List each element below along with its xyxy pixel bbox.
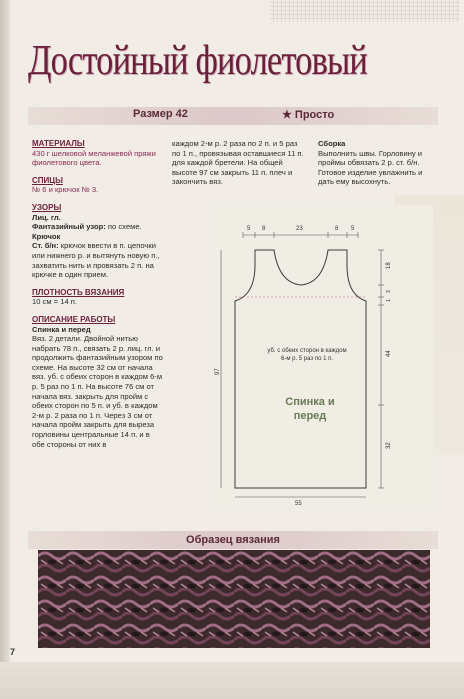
assembly-text: Выполнить швы. Горловину и проймы обвязать 2 р. ст. б/н. Готовое изделие увлажнить и дать ему высохнуть. [318,148,423,187]
crochet-text: Ст. б/н: крючок ввести в п. цепочки или нижнего р. и вытянуть новую п., захватить нить и провязать 2 п. на крючке в один прием. [32,241,160,280]
materials-heading: МАТЕРИАЛЫ [32,139,85,148]
materials-text: 430 г шелковой меланжевой пряжи фиолетового цвета. [32,148,156,168]
needles-text: № 6 и крючок № 3. [32,185,99,195]
needles-heading: СПИЦЫ [32,175,63,185]
sample-title: Образец вязания [186,534,280,546]
column-middle [172,139,305,187]
description-subheading: Спинка и перед [32,324,91,334]
dim-top-1: 5 [247,226,251,232]
difficulty-label: ★ Просто [282,109,335,121]
page-number: 7 [10,647,16,657]
dim-top-5: 5 [351,226,355,232]
schematic-diagram [213,205,433,505]
dim-right-3: 1 [386,299,392,302]
column-left [32,139,164,449]
description-continued: каждом 2-м р. 2 раза по 2 п. и 5 раз по 1 п., провязывая оставшиеся 11 п. для каждой бретели. На общей высоте 97 см закрыть 11 п. плеч и закончить вяз. [172,139,304,187]
knit-texture [38,550,430,648]
density-text: 10 см = 14 п. [32,297,78,307]
size-label: Размер 42 [133,108,188,120]
density-heading: ПЛОТНОСТЬ ВЯЗАНИЯ [32,287,125,297]
description-text: Вяз. 2 детали. Двойной нитью набрать 78 п., связать 2 р. лиц. гл. и продолжить фантазийным узором по схеме. На высоте 32 см от начала вяз. уб. с обеих сторон в каждом 6-м р. 5 раз по 1 п. На высоте 76 см от начала вяз. закрыть для пройм с обеих сторон по 5 п. и уб. в каждом 2-м р. 2 раза по 1 п. Через 3 см от начала пройм закрыть для выреза горловины центральные 14 п. и в обе стороны от них в [32,334,163,449]
decrease-note: уб. с обеих сторон в каждом 6-м р. 5 раз по 1 п. [267,348,347,362]
pattern-stockinette: Лиц. гл. [32,212,61,222]
pattern-fancy: Фантазийный узор: по схеме. [32,222,142,232]
sample-title-band [28,531,438,549]
dim-right-1: 18 [386,262,392,269]
knit-sample-photo [38,550,430,648]
assembly-heading: Сборка [318,139,346,148]
dim-left-height: 97 [215,368,221,375]
patterns-heading: УЗОРЫ [32,202,62,212]
schematic-label: Спинка и перед [285,396,335,422]
description-heading: ОПИСАНИЕ РАБОТЫ [32,314,116,324]
dim-bottom-width: 55 [295,501,302,505]
dim-top-2: 8 [262,226,266,232]
top-grid-decoration [270,0,460,22]
page-footer [0,662,464,699]
dim-right-5: 32 [386,442,392,449]
header-band [28,107,438,125]
column-right [318,139,436,187]
dim-right-2: 3 [386,290,392,293]
page-edge [0,0,10,699]
page-title: Достойный фиолетовый [28,38,367,84]
crochet-heading: Крючок [32,231,61,241]
dim-top-3: 23 [296,226,303,232]
dim-right-4: 44 [386,350,392,357]
dim-top-4: 8 [335,226,339,232]
